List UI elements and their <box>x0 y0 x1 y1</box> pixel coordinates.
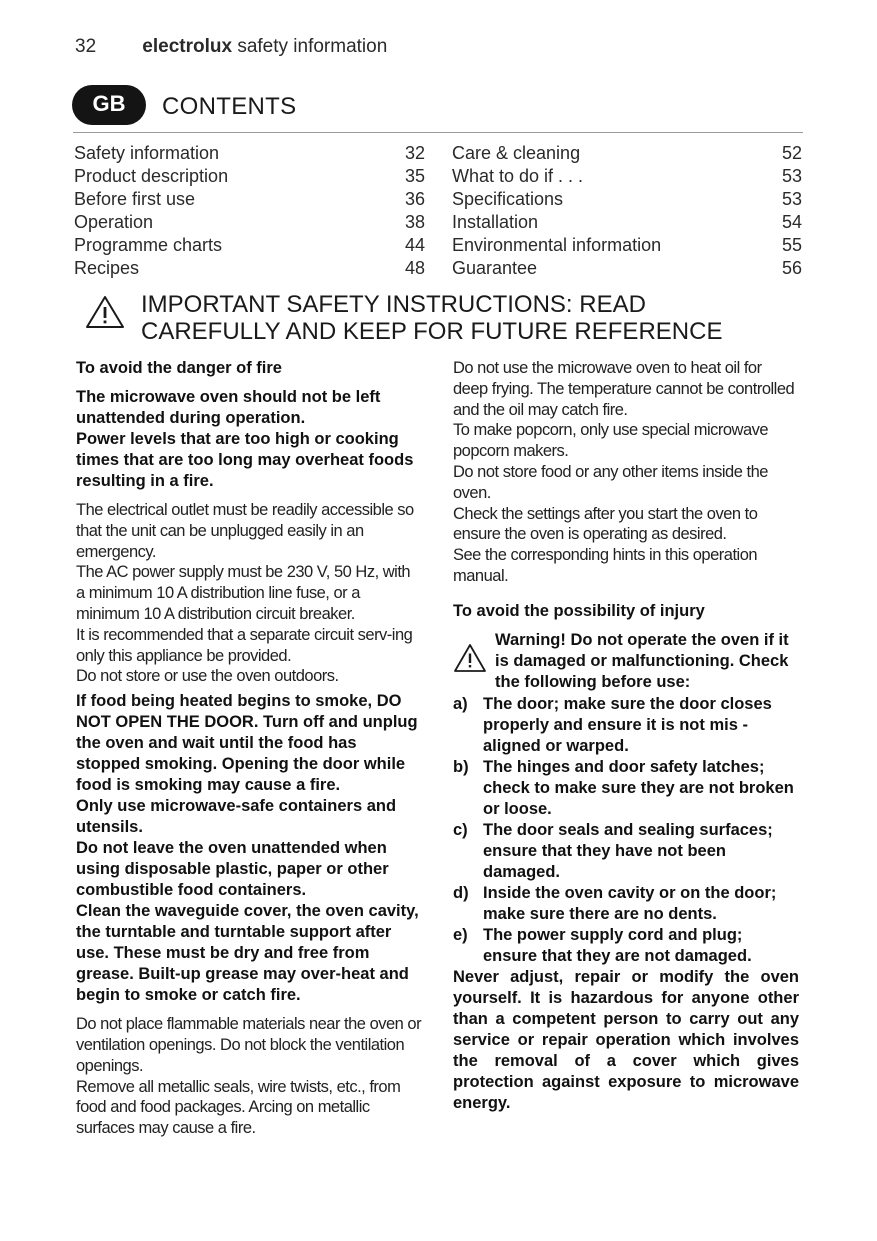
bold-paragraph: The microwave oven should not be left unattended during operation. <box>76 388 381 427</box>
check-list <box>453 694 799 967</box>
toc-page: 52 <box>781 143 802 163</box>
list-label: e) <box>453 925 468 944</box>
bold-paragraph: Clean the waveguide cover, the oven cavity, the turntable and turntable support after use. These must be dry and free from grease. Built-up grease may over-heat and begin to smoke or catch fire. <box>76 902 419 1005</box>
toc-right <box>452 142 802 280</box>
list-text: The door; make sure the door closes properly and ensure it is not mis - aligned or warped. <box>483 694 772 755</box>
toc-page: 32 <box>404 143 425 163</box>
bold-paragraph: Power levels that are too high or cooking times that are too long may overheat foods resulting in a fire. <box>76 430 414 490</box>
toc-page: 48 <box>404 258 425 278</box>
toc-label: Operation <box>74 212 154 232</box>
toc-left <box>74 142 425 280</box>
toc-entry <box>452 188 802 211</box>
paragraph: Do not use the microwave oven to heat oil for deep frying. The temperature cannot be controlled and the oil may catch fire. <box>453 359 795 419</box>
list-item <box>453 694 799 757</box>
contents-title: CONTENTS <box>162 93 297 120</box>
paragraph: Do not store or use the oven outdoors. <box>76 667 339 686</box>
toc-entry <box>452 165 802 188</box>
brand-name: electrolux <box>142 36 233 57</box>
paragraph: Do not store food or any other items inside the oven. <box>453 462 768 502</box>
list-item <box>453 925 799 967</box>
final-warning: Never adjust, repair or modify the oven yourself. It is hazardous for anyone other than a competent person to carry out any service or repair operation which involves the removal of a cover which gives protection against exposure to microwave energy. <box>453 967 799 1112</box>
paragraph: The AC power supply must be 230 V, 50 Hz, with a minimum 10 A distribution line fuse, or a minimum 10 A distribution circuit breaker. <box>76 563 411 623</box>
toc-label: Before first use <box>74 189 196 209</box>
list-item <box>453 820 799 883</box>
paragraph: Remove all metallic seals, wire twists, etc., from food and food packages. Arcing on metallic surfaces may cause a fire. <box>76 1077 401 1138</box>
list-label: b) <box>453 757 469 776</box>
toc-label: Recipes <box>74 258 140 278</box>
warning-text: Warning! Do not operate the oven if it is damaged or malfunctioning. Check the following before use: <box>495 630 789 691</box>
toc-entry <box>74 234 425 257</box>
list-text: Inside the oven cavity or on the door; make sure there are no dents. <box>483 883 777 923</box>
paragraph: The electrical outlet must be readily accessible so that the unit can be unplugged easily in an emergency. <box>76 501 414 561</box>
divider <box>73 132 803 133</box>
toc-entry <box>452 257 802 280</box>
toc-entry <box>452 234 802 257</box>
important-line-1: IMPORTANT SAFETY INSTRUCTIONS: READ <box>141 291 646 318</box>
toc-label: Product description <box>74 166 229 186</box>
list-text: The hinges and door safety latches; check to make sure they are not broken or loose. <box>483 757 794 818</box>
toc-label: Guarantee <box>452 258 538 278</box>
list-label: a) <box>453 694 468 713</box>
toc-page: 35 <box>404 166 425 186</box>
toc-entry <box>452 211 802 234</box>
toc-page: 55 <box>781 235 802 255</box>
toc-entry <box>452 142 802 165</box>
toc-label: Specifications <box>452 189 564 209</box>
toc-page: 54 <box>781 212 802 232</box>
paragraph: See the corresponding hints in this operation manual. <box>453 546 758 585</box>
toc-label: Programme charts <box>74 235 223 255</box>
list-label: c) <box>453 820 468 839</box>
bold-paragraph: Only use microwave-safe containers and utensils. <box>76 797 397 837</box>
section-name: safety information <box>237 36 388 57</box>
bold-paragraph: If food being heated begins to smoke, DO NOT OPEN THE DOOR. Turn off and unplug the oven and wait until the food has stopped smoking. Opening the door while food is smoking may cause a fire. <box>76 692 418 795</box>
important-heading <box>141 291 722 345</box>
warning-icon <box>84 294 126 330</box>
toc-page: 44 <box>404 235 425 255</box>
toc-label: Environmental information <box>452 235 662 255</box>
paragraph: To make popcorn, only use special microwave popcorn makers. <box>453 421 769 461</box>
list-text: The door seals and sealing surfaces; ensure that they have not been damaged. <box>483 820 773 881</box>
page-header <box>75 36 387 58</box>
toc-entry <box>74 188 425 211</box>
paragraph: It is recommended that a separate circuit serv-ing only this appliance be provided. <box>76 625 413 665</box>
warning-icon <box>452 642 488 674</box>
toc-entry <box>74 257 425 280</box>
left-column <box>76 358 422 1139</box>
right-column <box>453 358 799 1114</box>
toc-entry <box>74 142 425 165</box>
toc-label: Safety information <box>74 143 220 163</box>
toc-page: 53 <box>781 166 802 186</box>
list-item <box>453 883 799 925</box>
page-number: 32 <box>75 36 97 57</box>
important-line-2: CAREFULLY AND KEEP FOR FUTURE REFERENCE <box>141 318 723 345</box>
list-label: d) <box>453 883 469 902</box>
toc-page: 56 <box>781 258 802 278</box>
paragraph: Check the settings after you start the oven to ensure the oven is operating as desired. <box>453 504 758 544</box>
toc-page: 53 <box>781 189 802 209</box>
bold-paragraph: Do not leave the oven unattended when using disposable plastic, paper or other combustible food containers. <box>76 839 389 900</box>
language-badge: GB <box>72 85 146 125</box>
fire-heading: To avoid the danger of fire <box>76 359 282 377</box>
toc-label: What to do if . . . <box>452 166 584 186</box>
toc-page: 38 <box>404 212 425 232</box>
list-item <box>453 757 799 820</box>
list-text: The power supply cord and plug; ensure that they are not damaged. <box>483 925 752 965</box>
toc-page: 36 <box>404 189 425 209</box>
injury-heading: To avoid the possibility of injury <box>453 601 705 620</box>
toc-label: Installation <box>452 212 539 232</box>
toc-label: Care & cleaning <box>452 143 581 163</box>
toc-entry <box>74 211 425 234</box>
paragraph: Do not place flammable materials near the oven or ventilation openings. Do not block the ventilation openings. <box>76 1015 422 1075</box>
toc-entry <box>74 165 425 188</box>
